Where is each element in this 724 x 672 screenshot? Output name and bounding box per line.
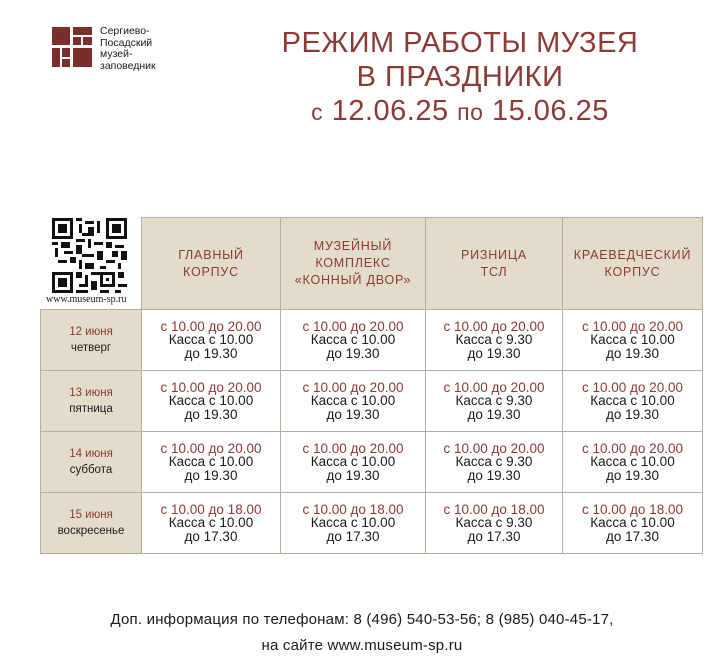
opening-hours: с 10.00 до 20.00: [160, 440, 262, 456]
schedule-table: [40, 217, 703, 554]
ticket-office: Касса с 10.00: [590, 515, 675, 531]
footer-phones: Доп. информация по телефонам: 8 (496) 540-53-56; 8 (985) 040-45-17,: [110, 611, 614, 628]
ticket-office: Касса с 10.00: [310, 515, 396, 531]
date-range: [200, 94, 720, 129]
opening-hours: с 10.00 до 20.00: [302, 379, 404, 395]
column-header: [142, 218, 281, 310]
qr-url[interactable]: www.museum-sp.ru: [46, 294, 127, 305]
table-header-row: [41, 218, 703, 310]
opening-hours: с 10.00 до 20.00: [160, 379, 262, 395]
column-header-line: КОМПЛЕКС: [315, 256, 391, 270]
table-row: [41, 493, 703, 554]
day-cell: [41, 493, 142, 554]
date-to: 15.06.25: [491, 95, 609, 127]
day-weekday: пятница: [69, 403, 113, 415]
logo-line: Посадский: [100, 36, 153, 49]
opening-hours: с 10.00 до 20.00: [582, 379, 683, 395]
hours-cell: [563, 310, 703, 371]
column-header: [426, 218, 563, 310]
logo-line: заповедник: [100, 59, 156, 72]
column-header: [281, 218, 426, 310]
day-weekday: суббота: [69, 464, 113, 476]
footer-website: на сайте www.museum-sp.ru: [261, 637, 463, 654]
column-header: [563, 218, 703, 310]
column-header-line: ГЛАВНЫЙ: [178, 247, 244, 262]
hours-cell: [142, 432, 281, 493]
opening-hours: с 10.00 до 20.00: [443, 318, 545, 334]
ticket-office-until: до 19.30: [606, 467, 659, 483]
ticket-office-until: до 17.30: [326, 528, 380, 544]
table-row: [41, 310, 703, 371]
ticket-office: Касса с 10.00: [168, 393, 254, 409]
hours-cell: [142, 310, 281, 371]
opening-hours: с 10.00 до 18.00: [582, 501, 683, 517]
ticket-office: Касса с 10.00: [168, 332, 254, 348]
opening-hours: с 10.00 до 20.00: [582, 440, 683, 456]
column-header-line: КОРПУС: [604, 264, 661, 279]
ticket-office-until: до 17.30: [184, 528, 238, 544]
ticket-office: Касса с 9.30: [455, 393, 533, 409]
from-word: с: [311, 99, 324, 125]
hours-cell: [563, 371, 703, 432]
opening-hours: с 10.00 до 20.00: [582, 318, 683, 334]
ticket-office-until: до 19.30: [326, 406, 380, 422]
ticket-office-until: до 17.30: [606, 528, 659, 544]
hours-cell: [426, 310, 563, 371]
ticket-office-until: до 19.30: [606, 406, 659, 422]
ticket-office: Касса с 10.00: [310, 393, 396, 409]
hours-cell: [563, 432, 703, 493]
day-cell: [41, 432, 142, 493]
ticket-office: Касса с 9.30: [455, 332, 533, 348]
ticket-office-until: до 19.30: [184, 406, 238, 422]
day-date: 15 июня: [69, 509, 113, 521]
opening-hours: с 10.00 до 18.00: [443, 501, 545, 517]
opening-hours: с 10.00 до 20.00: [302, 440, 404, 456]
column-header-line: МУЗЕЙНЫЙ: [313, 239, 393, 253]
column-header-line: РИЗНИЦА: [460, 247, 528, 262]
day-weekday: воскресенье: [57, 525, 125, 537]
ticket-office: Касса с 9.30: [455, 454, 533, 470]
logo-line: музей-: [100, 48, 133, 60]
ticket-office-until: до 19.30: [606, 345, 659, 361]
hours-cell: [281, 371, 426, 432]
table-row: [41, 371, 703, 432]
page-subtitle: В ПРАЗДНИКИ: [356, 61, 564, 93]
ticket-office: Касса с 10.00: [310, 454, 396, 470]
ticket-office-until: до 19.30: [326, 467, 380, 483]
column-header-line: «КОННЫЙ ДВОР»: [294, 273, 412, 287]
opening-hours: с 10.00 до 18.00: [302, 501, 404, 517]
logo-text: [100, 26, 190, 72]
day-weekday: четверг: [70, 342, 112, 354]
ticket-office-until: до 19.30: [184, 345, 238, 361]
opening-hours: с 10.00 до 20.00: [160, 318, 262, 334]
hours-cell: [281, 310, 426, 371]
museum-logo: [52, 27, 92, 67]
ticket-office-until: до 19.30: [326, 345, 380, 361]
logo-line: Сергиево-: [100, 25, 150, 37]
opening-hours: с 10.00 до 20.00: [443, 440, 545, 456]
day-cell: [41, 371, 142, 432]
opening-hours: с 10.00 до 20.00: [302, 318, 404, 334]
hours-cell: [142, 371, 281, 432]
page-title: РЕЖИМ РАБОТЫ МУЗЕЯ: [281, 27, 639, 59]
table-corner: [41, 218, 142, 310]
ticket-office: Касса с 10.00: [168, 515, 254, 531]
hours-cell: [426, 371, 563, 432]
to-word: по: [457, 99, 484, 125]
opening-hours: с 10.00 до 18.00: [160, 501, 262, 517]
ticket-office-until: до 19.30: [467, 345, 521, 361]
day-date: 12 июня: [69, 326, 113, 338]
ticket-office: Касса с 9.30: [455, 515, 533, 531]
ticket-office-until: до 19.30: [467, 467, 521, 483]
ticket-office-until: до 17.30: [467, 528, 521, 544]
hours-cell: [426, 432, 563, 493]
hours-cell: [281, 493, 426, 554]
column-header-line: КРАЕВЕДЧЕСКИЙ: [573, 247, 692, 262]
date-from: 12.06.25: [331, 95, 449, 127]
ticket-office: Касса с 10.00: [168, 454, 254, 470]
opening-hours: с 10.00 до 20.00: [443, 379, 545, 395]
ticket-office-until: до 19.30: [467, 406, 521, 422]
day-cell: [41, 310, 142, 371]
hours-cell: [426, 493, 563, 554]
ticket-office: Касса с 10.00: [310, 332, 396, 348]
hours-cell: [281, 432, 426, 493]
column-header-line: КОРПУС: [183, 264, 239, 279]
hours-cell: [142, 493, 281, 554]
ticket-office-until: до 19.30: [184, 467, 238, 483]
ticket-office: Касса с 10.00: [590, 332, 675, 348]
table-row: [41, 432, 703, 493]
day-date: 13 июня: [69, 387, 113, 399]
column-header-line: ТСЛ: [480, 264, 508, 279]
ticket-office: Касса с 10.00: [590, 454, 675, 470]
ticket-office: Касса с 10.00: [590, 393, 675, 409]
hours-cell: [563, 493, 703, 554]
day-date: 14 июня: [69, 448, 113, 460]
